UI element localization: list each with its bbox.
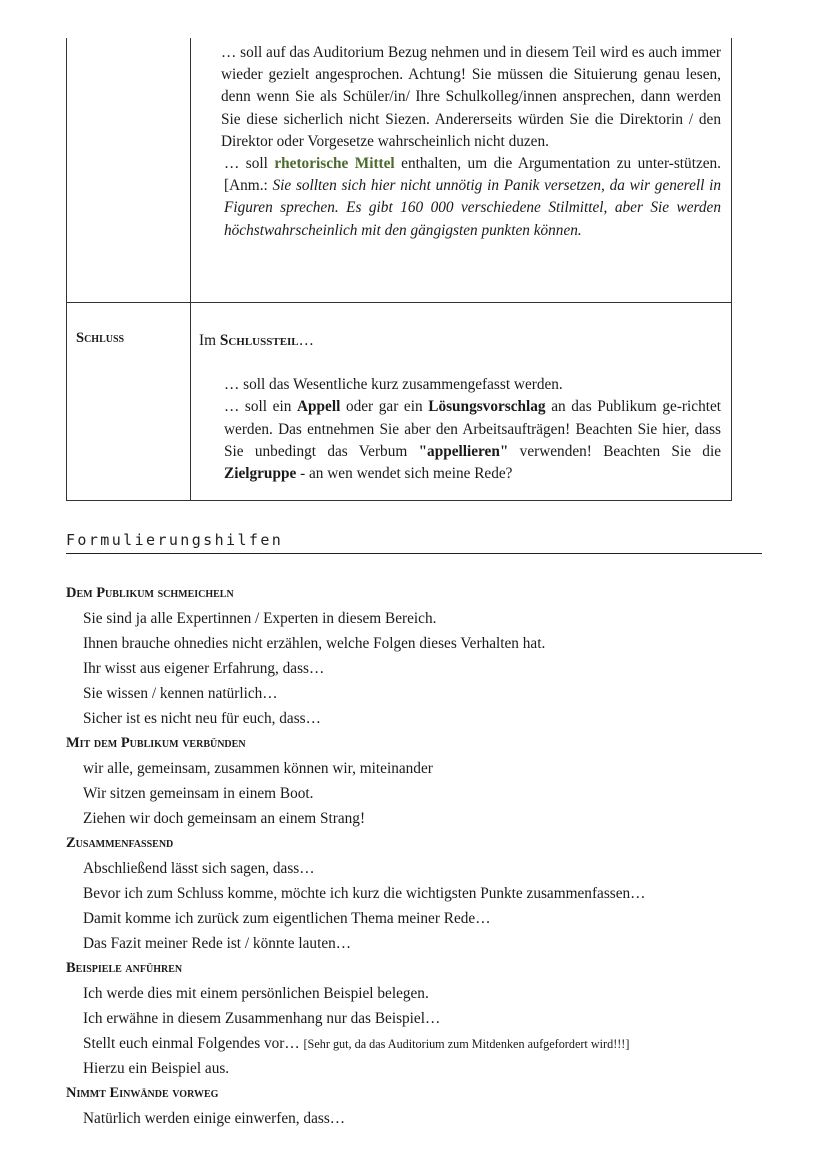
schlussteil-intro — [199, 330, 721, 352]
row-label-cell — [67, 303, 191, 501]
list-item: Bevor ich zum Schluss komme, möchte ich kurz die wichtigsten Punkte zusammenfassen… — [83, 885, 646, 902]
section-title: Nimmt Einwände vorweg — [66, 1085, 219, 1101]
list-item: Abschließend lässt sich sagen, dass… — [83, 860, 315, 877]
phrase-list — [66, 581, 766, 1131]
text-run: Im — [199, 332, 220, 349]
section-title: Beispiele anführen — [66, 960, 183, 976]
row-label-cell — [67, 38, 191, 303]
list-item: Ziehen wir doch gemeinsam an einem Strang! — [83, 810, 366, 827]
list-item: Sicher ist es nicht neu für euch, dass… — [83, 710, 321, 727]
annotation-italic: Sie sollten sich hier nicht unnötig in Panik versetzen, da wir generell in Figuren sprechen. Es gibt 160 000 verschiedene Stilmittel, aber Sie werden höchstwahrscheinlich mit den gängigsten punkten können. — [224, 177, 721, 239]
list-item-text: Stellt euch einmal Folgendes vor… — [83, 1035, 300, 1052]
text-run: … — [298, 332, 314, 349]
list-item: Ich werde dies mit einem persönlichen Beispiel belegen. — [83, 985, 429, 1002]
list-item: Ich erwähne in diesem Zusammenhang nur das Beispiel… — [83, 1010, 441, 1027]
section-title: Mit dem Publikum verbünden — [66, 735, 246, 751]
auditorium-paragraph: … soll auf das Auditorium Bezug nehmen und in diesem Teil wird es auch immer wieder gezielt angesprochen. Achtung! Sie müssen die Situierung genau lesen, denn wenn Sie als Schüler/in/ Ihre Schulkolleg/innen ansprechen, dann werden Sie diese sicherlich nicht Siezen. Andererseits würden Sie die Direktorin / den Direktor oder Vorgesetze wahrscheinlich nicht duzen. — [221, 44, 721, 150]
text-run: an das Publikum ge-richtet werden. Das entnehmen Sie aber den Arbeitsaufträgen! Beachten Sie hier, dass Sie unbedingt das Verbum — [224, 398, 722, 460]
list-item: Das Fazit meiner Rede ist / könnte lauten… — [83, 935, 352, 952]
rhetoric-paragraph — [221, 153, 721, 242]
schluss-body — [199, 374, 721, 485]
appell-paragraph — [224, 396, 721, 485]
list-item: Sie sind ja alle Expertinnen / Experten in diesem Bereich. — [83, 610, 437, 627]
list-item: Ihnen brauche ohnedies nicht erzählen, welche Folgen dieses Verhalten hat. — [83, 635, 546, 652]
zielgruppe-term: Zielgruppe — [224, 465, 297, 483]
rhetorische-mittel-highlight: rhetorische Mittel — [274, 155, 395, 173]
text-run: … soll ein — [224, 398, 297, 416]
item-note: [Sehr gut, da das Auditorium zum Mitdenken aufgefordert wird!!!] — [303, 1037, 630, 1051]
appell-term: Appell — [296, 398, 341, 416]
list-item: wir alle, gemeinsam, zusammen können wir, miteinander — [83, 760, 433, 777]
schluss-label: Schluss — [76, 330, 125, 346]
text-run: - an wen wendet sich meine Rede? — [296, 465, 513, 483]
schlussteil-term: Schlussteil — [219, 332, 299, 349]
summary-line: … soll das Wesentliche kurz zusammengefasst werden. — [224, 376, 563, 394]
table-row — [67, 303, 732, 501]
list-item: Natürlich werden einige einwerfen, dass… — [83, 1110, 346, 1127]
list-item: Ihr wisst aus eigener Erfahrung, dass… — [83, 660, 325, 677]
list-item: Damit komme ich zurück zum eigentlichen Thema meiner Rede… — [83, 910, 491, 927]
loesungsvorschlag-term: Lösungsvorschlag — [428, 398, 546, 416]
text-run: … soll — [224, 155, 275, 173]
list-item-with-note — [66, 1031, 766, 1056]
text-run: enthalten, um die Argumentation zu unter-stützen. [Anm.: — [224, 155, 722, 195]
row-content-cell — [191, 38, 732, 303]
list-item: Wir sitzen gemeinsam in einem Boot. — [83, 785, 314, 802]
section-title: Dem Publikum schmeicheln — [66, 585, 234, 601]
list-item: Hierzu ein Beispiel aus. — [83, 1060, 230, 1077]
structure-table — [66, 38, 732, 501]
section-title: Zusammenfassend — [66, 835, 174, 851]
table-row — [67, 38, 732, 303]
list-item: Sie wissen / kennen natürlich… — [83, 685, 278, 702]
section-heading: Formulierungshilfen — [66, 531, 762, 554]
text-run: oder gar ein — [340, 398, 429, 416]
appellieren-term: "appellieren" — [418, 442, 509, 460]
text-run: verwenden! Beachten Sie die — [508, 442, 721, 460]
row-content-cell — [191, 303, 732, 501]
